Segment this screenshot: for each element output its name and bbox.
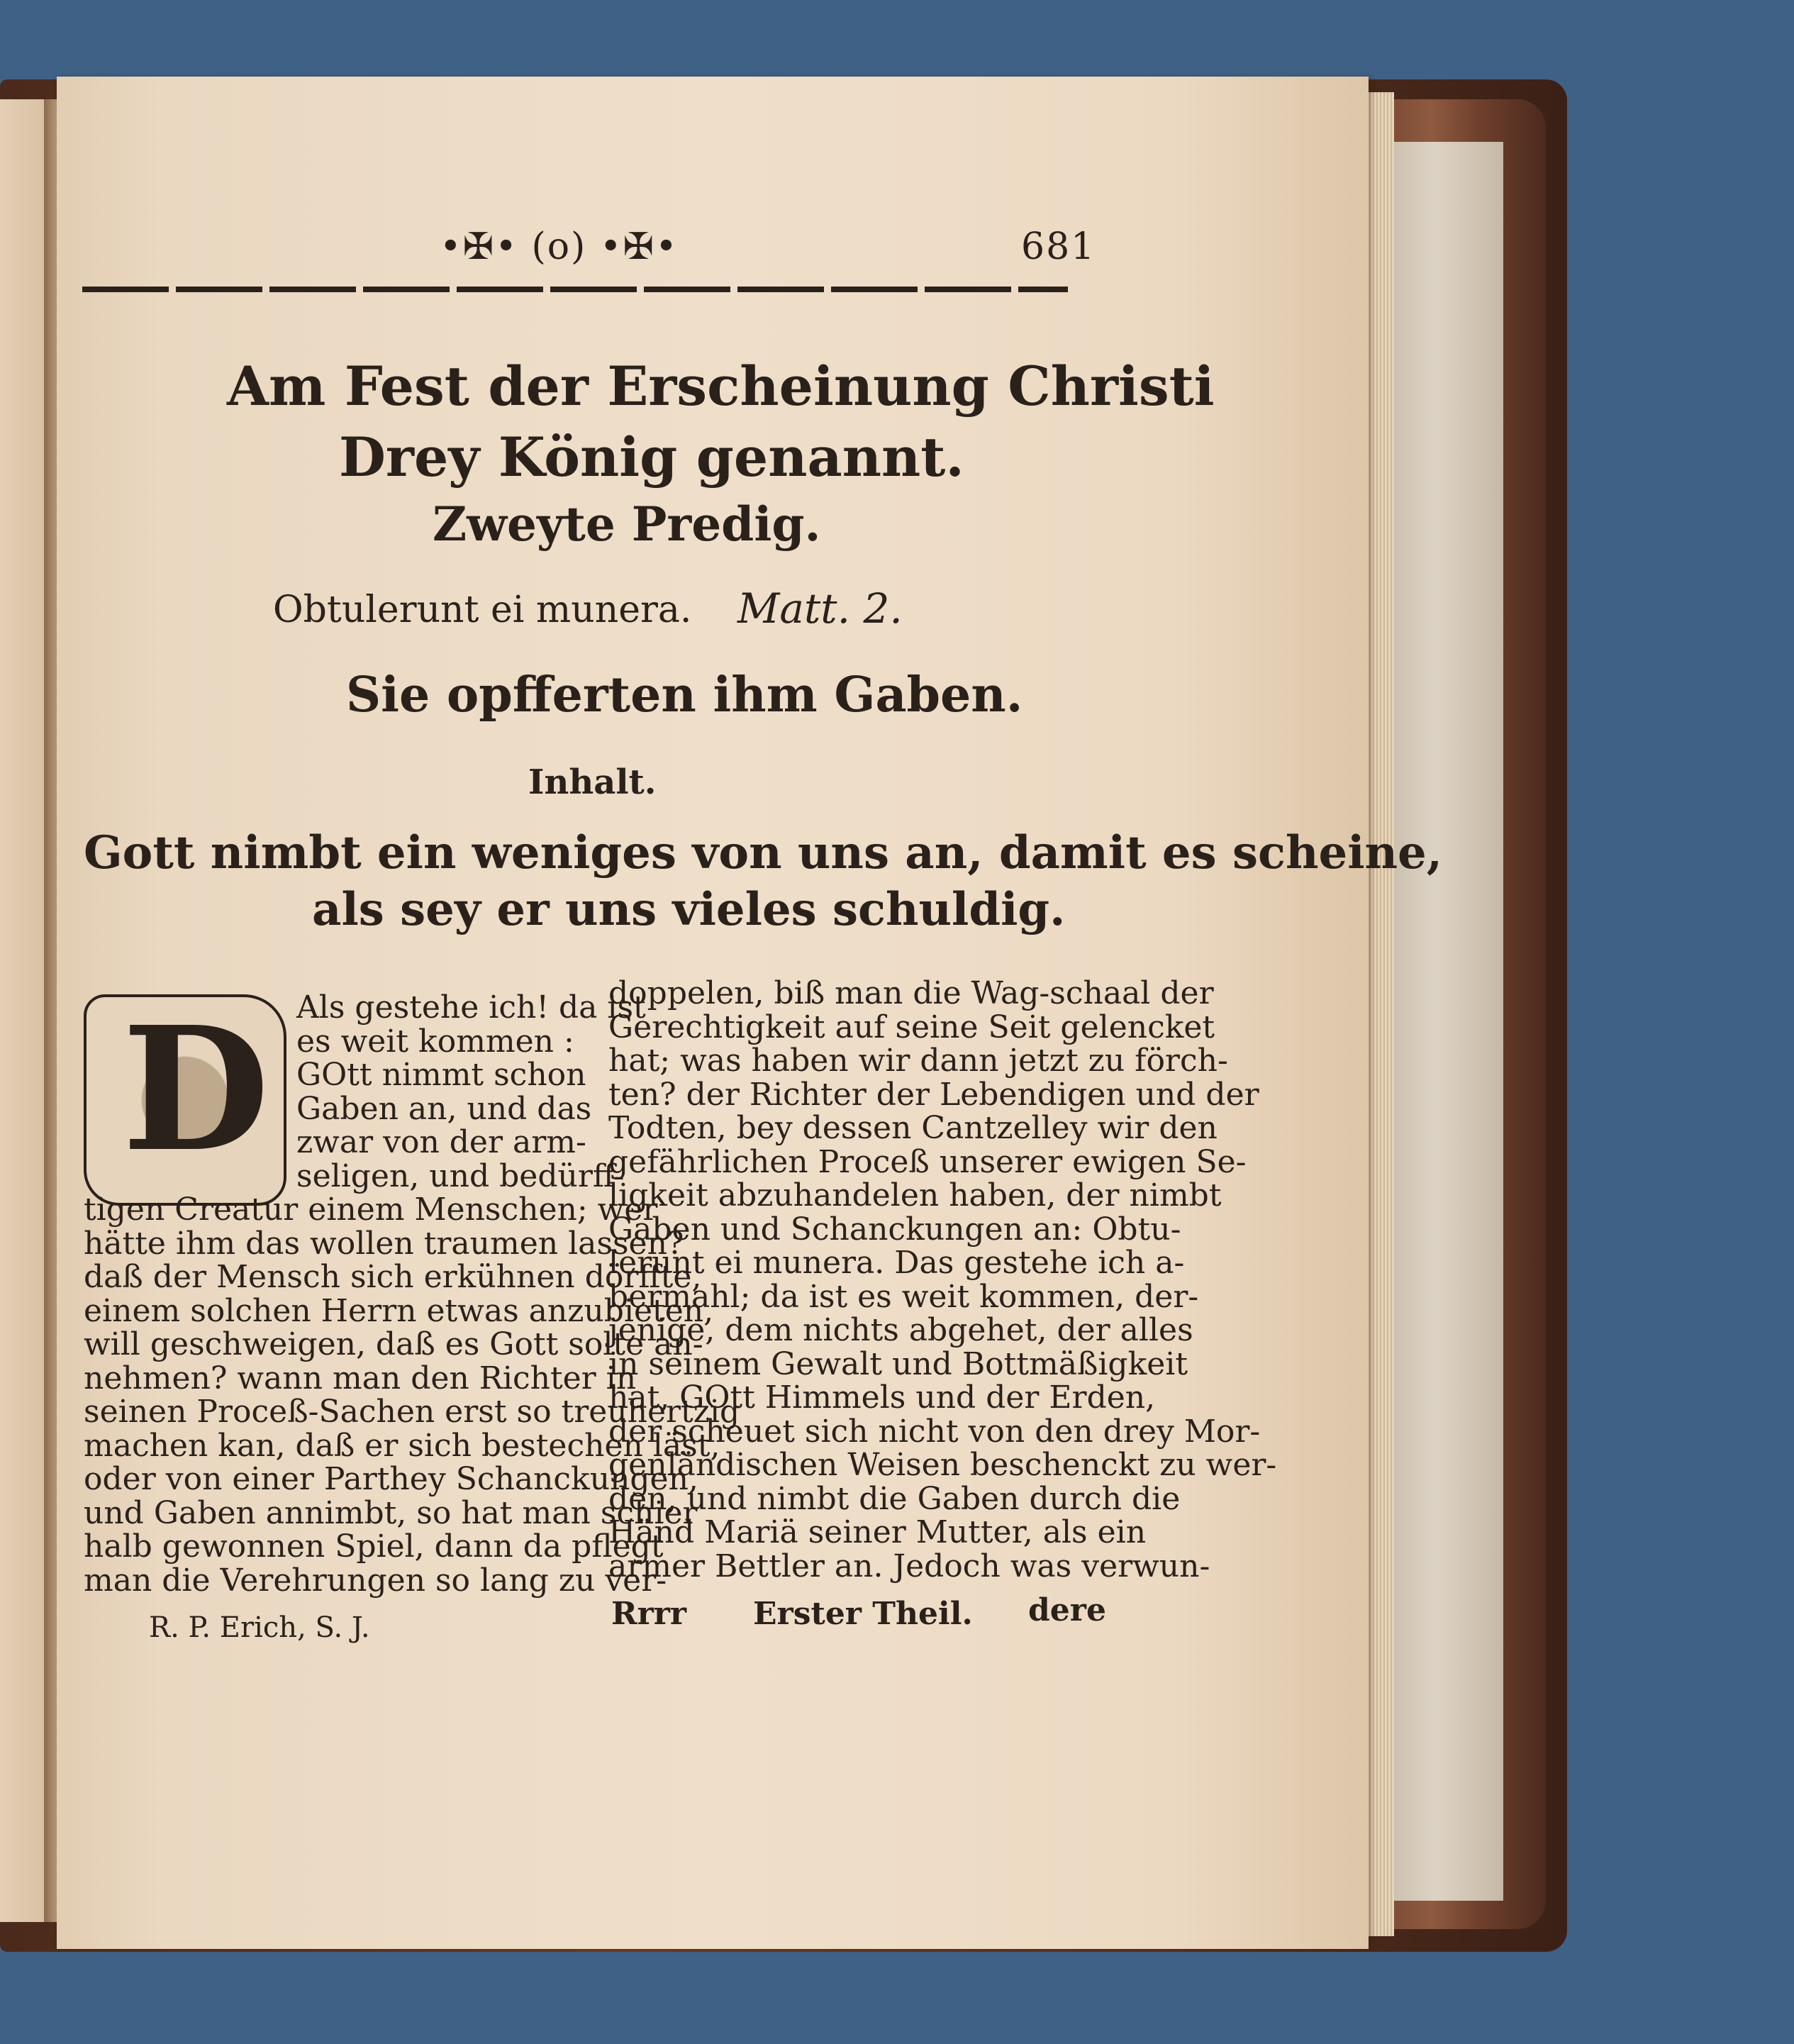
- right-column-line: hat, GOtt Himmels und der Erden,: [608, 1379, 1156, 1416]
- left-column-line: halb gewonnen Spiel, dann da pflegt: [84, 1528, 664, 1565]
- right-column-line: lerunt ei munera. Das gestehe ich a-: [608, 1245, 1185, 1281]
- right-column-line: ligkeit abzuhandelen haben, der nimbt: [608, 1177, 1222, 1213]
- right-column-line: Todten, bey dessen Cantzelley wir den: [608, 1110, 1218, 1146]
- page-stack-edge: [1367, 92, 1394, 1936]
- catchword: dere: [1028, 1592, 1106, 1628]
- page-number: 681: [1021, 226, 1096, 268]
- theme-line2: als sey er uns vieles schuldig.: [312, 883, 1066, 936]
- left-column-line: seinen Proceß-Sachen erst so treuhertzig: [84, 1394, 740, 1430]
- left-column-line: Gaben an, und das: [296, 1090, 592, 1127]
- right-column-line: ten? der Richter der Lebendigen und der: [608, 1076, 1259, 1113]
- running-header: •✠• (o) •✠•: [440, 226, 679, 268]
- right-column-line: genländischen Weisen beschenckt zu wer-: [608, 1447, 1277, 1483]
- right-column-line: doppelen, biß man die Wag-schaal der: [608, 975, 1214, 1011]
- sermon-title-line3: Zweyte Predig.: [433, 496, 821, 552]
- left-column-line: nehmen? wann man den Richter in: [84, 1360, 637, 1396]
- left-column-line: man die Verehrungen so lang zu ver-: [84, 1562, 667, 1599]
- section-label: Erster Theil.: [753, 1596, 973, 1632]
- left-column-line: zwar von der arm-: [296, 1124, 586, 1160]
- theme-line1: Gott nimbt ein weniges von uns an, damit es scheine,: [84, 826, 1443, 879]
- sermon-title-line2: Drey König genannt.: [339, 426, 964, 489]
- right-column-line: Händ Mariä seiner Mutter, als ein: [608, 1514, 1147, 1550]
- initial-letter: D: [122, 989, 270, 1189]
- latin-verse: Obtulerunt ei munera.: [273, 589, 692, 631]
- left-column-line: GOtt nimmt schon: [296, 1057, 586, 1093]
- decorated-initial: [84, 989, 286, 1206]
- header-rule: [82, 287, 1068, 292]
- left-page-edge: [0, 99, 50, 1922]
- left-column-line: Als gestehe ich! da ist: [296, 989, 646, 1026]
- right-column-line: bermahl; da ist es weit kommen, der-: [608, 1278, 1199, 1315]
- signature-mark: Rrrr: [611, 1596, 687, 1632]
- left-column-line: daß der Mensch sich erkühnen dörffte,: [84, 1259, 702, 1295]
- author-line: R. P. Erich, S. J.: [149, 1611, 370, 1644]
- left-column-line: es weit kommen :: [296, 1023, 574, 1060]
- latin-reference: Matt. 2.: [737, 584, 903, 633]
- left-column-line: oder von einer Parthey Schanckungen,: [84, 1461, 698, 1497]
- left-column-line: tigen Creatur einem Menschen; wer: [84, 1192, 658, 1228]
- endpaper: [1390, 142, 1503, 1901]
- german-verse: Sie opfferten ihm Gaben.: [346, 667, 1023, 723]
- right-column-line: gefährlichen Proceß unserer ewigen Se-: [608, 1143, 1247, 1180]
- right-column-line: hat; was haben wir dann jetzt zu förch-: [608, 1043, 1228, 1079]
- right-column-line: Gaben und Schanckungen an: Obtu-: [608, 1211, 1181, 1248]
- contents-label: Inhalt.: [528, 762, 657, 802]
- left-column-line: einem solchen Herrn etwas anzubieten,: [84, 1292, 714, 1329]
- right-column-line: in seinem Gewalt und Bottmäßigkeit: [608, 1345, 1188, 1382]
- sermon-title-line1: Am Fest der Erscheinung Christi: [227, 355, 1215, 418]
- left-column-line: seligen, und bedürff-: [296, 1157, 625, 1194]
- left-column-line: hätte ihm das wollen traumen lassen?: [84, 1225, 684, 1262]
- right-column-line: jenige, dem nichts abgehet, der alles: [608, 1312, 1193, 1348]
- right-column-line: der scheuet sich nicht von den drey Mor-: [608, 1413, 1261, 1450]
- right-column-line: Gerechtigkeit auf seine Seit gelencket: [608, 1009, 1215, 1045]
- right-column-line: den, und nimbt die Gaben durch die: [608, 1480, 1181, 1517]
- right-column-line: armer Bettler an. Jedoch was verwun-: [608, 1548, 1210, 1584]
- left-column-line: will geschweigen, daß es Gott solte an-: [84, 1326, 703, 1362]
- left-column-line: machen kan, daß er sich bestechen läst,: [84, 1427, 720, 1464]
- left-column-line: und Gaben annimbt, so hat man schier: [84, 1494, 698, 1531]
